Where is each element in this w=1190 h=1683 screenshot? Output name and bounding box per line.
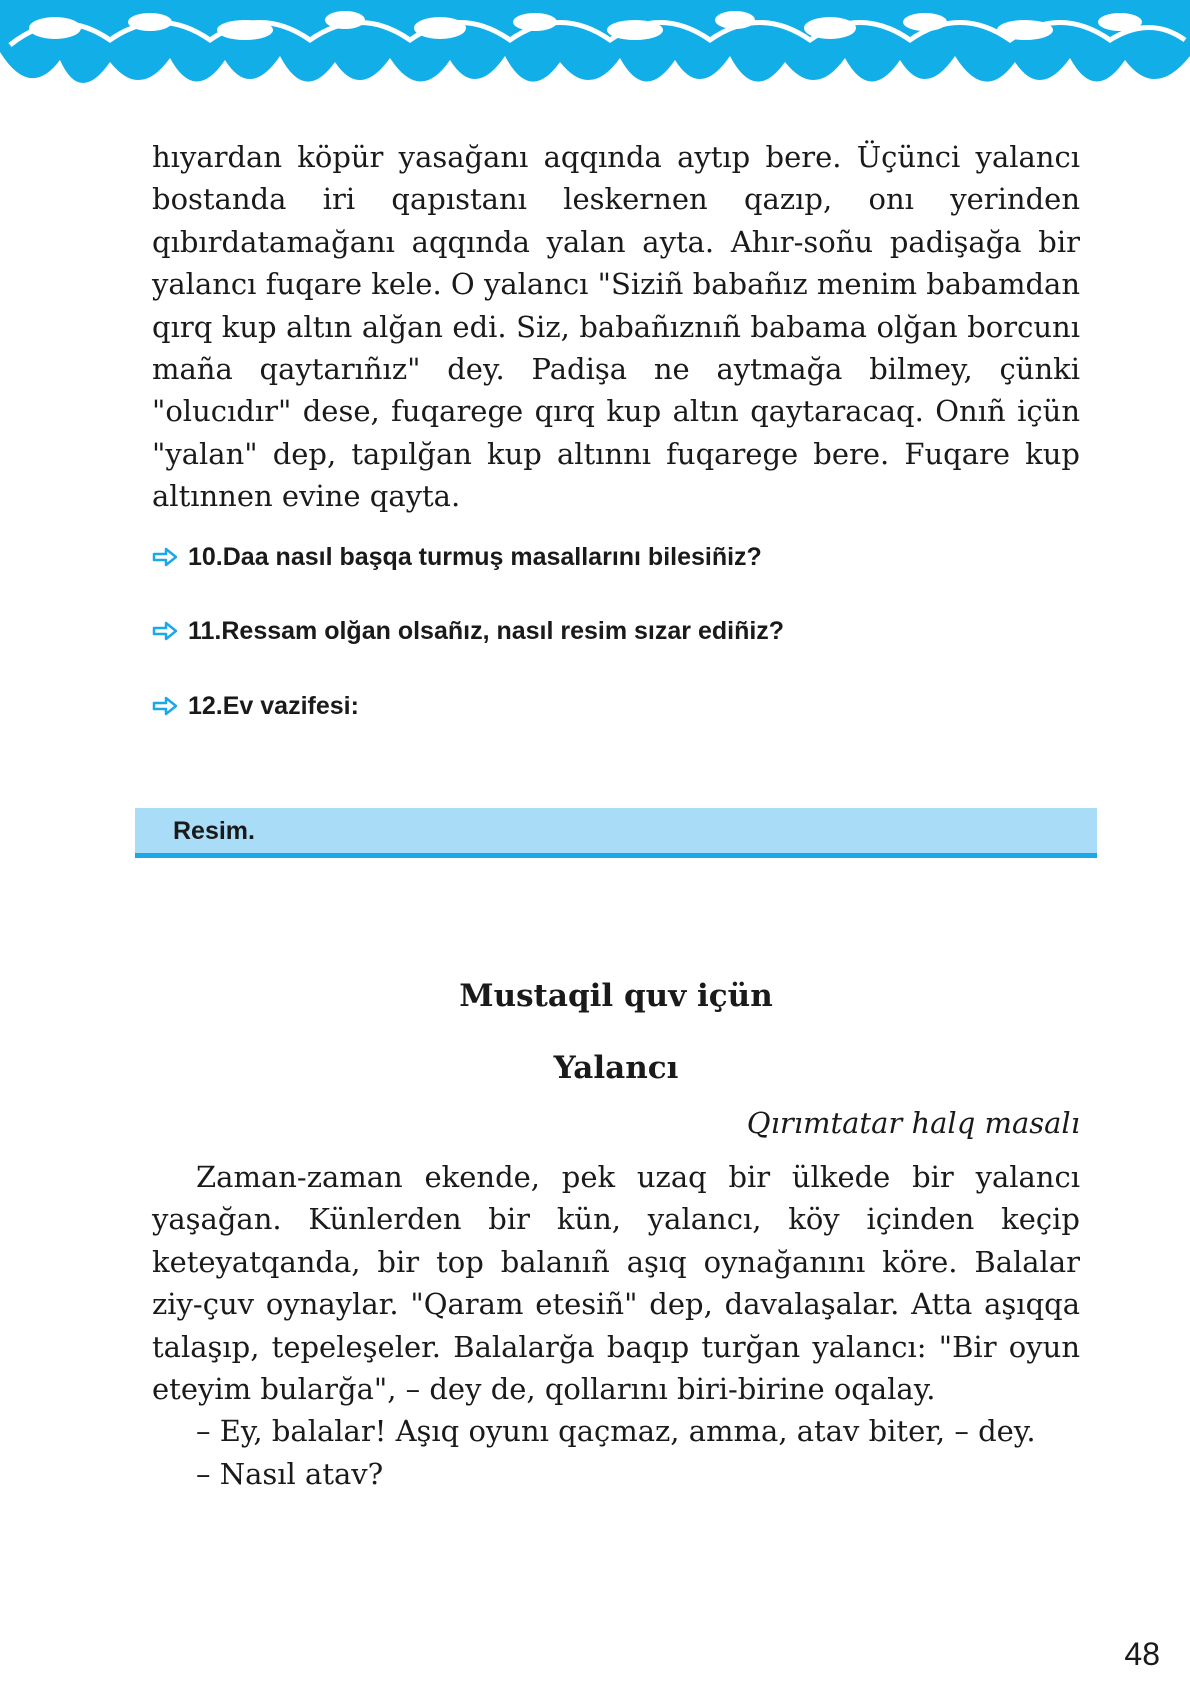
top-paragraph: hıyardan köpür yasağanı aqqında aytıp bere. Üçünci yalancı bostanda iri qapıstanı leskernen qazıp, onı yerinden qıbırdatamağanı aqqında yalan ayta. Ahır-soñu padişağa bir yalancı fuqare kele. O yalancı "Siziñ babañız menim babamdan qırq kup altın alğan edi. Siz, babañıznıñ babama olğan borcunı maña qaytarıñız" dey. Padişa ne aytmağa bilmey, çünki "olucıdır" dese, fuqarege qırq kup altın qaytaracaq. Onıñ içün "yalan" dep, tapılğan kup altınnı fuqarege bere. Fuqare kup altınnen evine qayta. (152, 140, 1080, 514)
story-subtitle: Qırımtatar halq masalı (746, 1106, 1080, 1140)
story-body (152, 1156, 1080, 1495)
arrow-right-icon (152, 695, 178, 717)
question-10-text: 10.Daa nasıl başqa turmuş masallarını bilesiñiz? (188, 542, 762, 571)
story-title: Yalancı (553, 1050, 679, 1086)
resim-label: Resim. (173, 817, 255, 845)
question-11 (152, 614, 784, 648)
story-paragraph: – Nasıl atav? (196, 1456, 384, 1491)
resim-bar (135, 808, 1097, 858)
top-paragraph-container (152, 136, 1080, 518)
floral-border-ornament (0, 0, 1190, 110)
page-number: 48 (1124, 1636, 1160, 1672)
story-paragraph: – Ey, balalar! Aşıq oyunı qaçmaz, amma, atav biter, – dey. (196, 1414, 1036, 1449)
story-paragraph: Zaman-zaman ekende, pek uzaq bir ülkede bir yalancı yaşağan. Künlerden bir kün, yalancı, köy içinden keçip keteyatqanda, bir top balanıñ aşıq oynağanını köre. Balalar ziy-çuv oynaylar. "Qaram etesiñ" dep, davalaşalar. Atta aşıqqa talaşıp, tepeleşeler. Balalarğa baqıp turğan yalancı: "Bir oyun eteyim bularğa", – dey de, qollarını biri-birine oqalay. (152, 1160, 1080, 1407)
question-12-text: 12.Ev vazifesi: (188, 691, 359, 720)
arrow-right-icon (152, 546, 178, 568)
question-10 (152, 540, 762, 574)
question-11-text: 11.Ressam olğan olsañız, nasıl resim sızar ediñiz? (188, 616, 785, 645)
question-12 (152, 689, 359, 723)
arrow-right-icon (152, 620, 178, 642)
section-title: Mustaqil quv içün (459, 978, 773, 1014)
